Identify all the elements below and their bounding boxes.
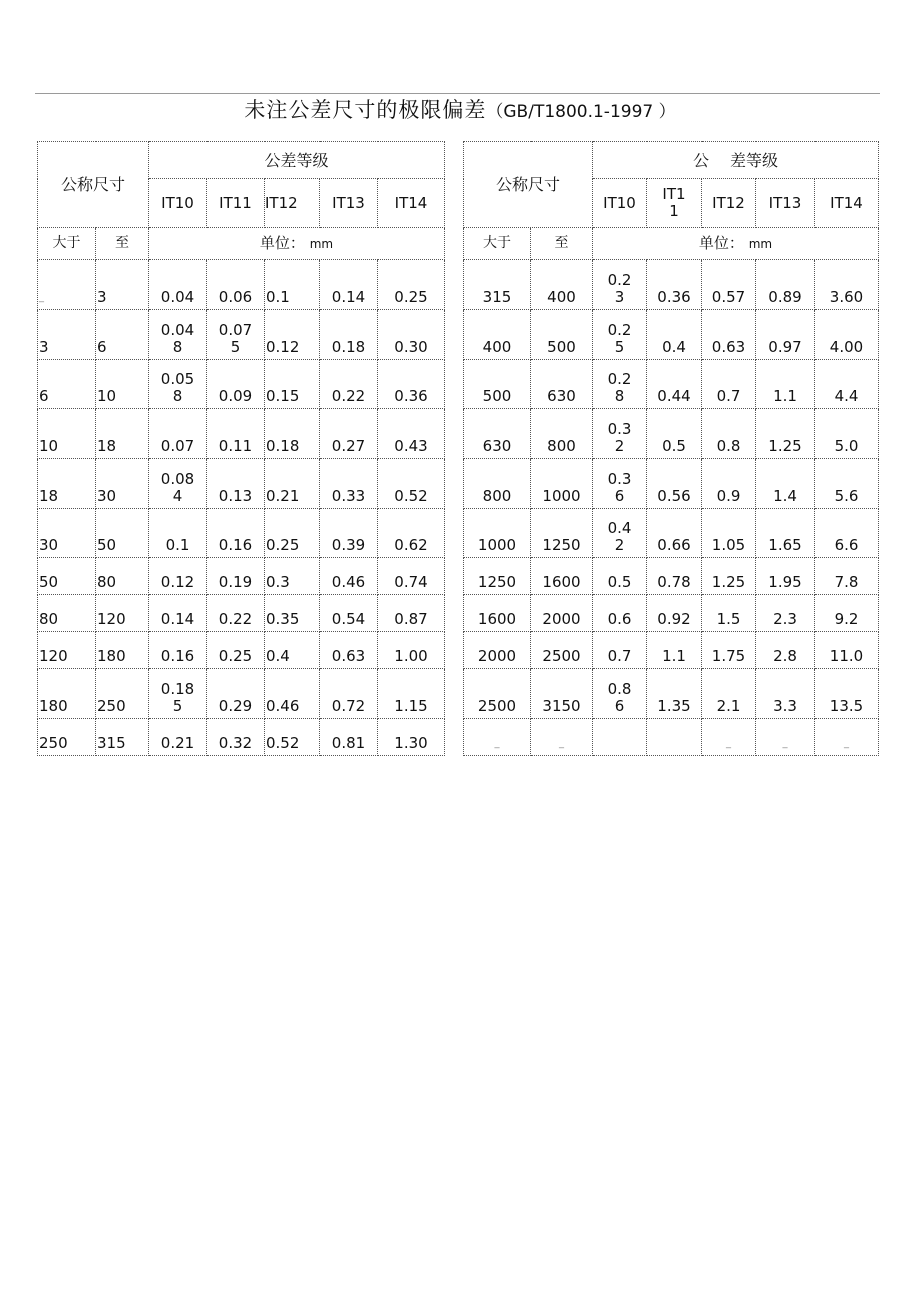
upto-cell: 630 [531,360,593,409]
upto-cell: 3 [96,260,149,310]
left-tolerance-table [37,141,445,756]
table-row [464,459,879,509]
it11-cell: 0.36 [647,260,702,310]
it11-cell: 0.4 [647,310,702,360]
it11-cell: 0.5 [647,409,702,459]
over-label: 大于 [38,228,96,260]
table-row [464,360,879,409]
it14-cell: 0.62 [378,509,445,558]
over-cell: 800 [464,459,531,509]
it14-cell: 11.0 [815,632,879,669]
it14-cell: 13.5 [815,669,879,719]
it10-cell: 0.6 [593,595,647,632]
it12-cell: 0.3 [265,558,320,595]
table-row [464,310,879,360]
unit-cell [593,228,879,260]
grade-it10-header: IT10 [593,179,647,228]
over-cell: 250 [38,719,96,756]
it14-cell: _ [815,719,879,756]
it14-cell: 4.00 [815,310,879,360]
upto-cell: 10 [96,360,149,409]
table-row [464,595,879,632]
it14-cell: 0.52 [378,459,445,509]
over-cell: 1250 [464,558,531,595]
over-cell: _ [38,260,96,310]
over-cell: 400 [464,310,531,360]
upto-cell: 80 [96,558,149,595]
upto-cell: 315 [96,719,149,756]
it13-cell: 0.54 [320,595,378,632]
it13-cell: 0.81 [320,719,378,756]
upto-cell: 800 [531,409,593,459]
upto-label: 至 [531,228,593,260]
it13-cell: 0.63 [320,632,378,669]
over-cell: 50 [38,558,96,595]
table-row [464,719,879,756]
unit-value: mm [748,236,773,251]
it11-cell: 0.07 5 [207,310,265,360]
table-row [464,669,879,719]
it11-cell: 0.32 [207,719,265,756]
it12-cell: _ [702,719,756,756]
it13-cell: 0.97 [756,310,815,360]
grade-it12-header: IT12 [702,179,756,228]
it14-cell: 1.30 [378,719,445,756]
it10-cell: 0.08 4 [149,459,207,509]
it11-cell: 0.78 [647,558,702,595]
upto-cell: 120 [96,595,149,632]
it13-cell: 2.8 [756,632,815,669]
grade-it14-header: IT14 [378,179,445,228]
it12-cell: 0.63 [702,310,756,360]
it11-cell: 0.11 [207,409,265,459]
it13-cell: 0.33 [320,459,378,509]
it14-cell: 5.0 [815,409,879,459]
over-cell: 2000 [464,632,531,669]
upto-cell: 1250 [531,509,593,558]
it12-cell: 0.8 [702,409,756,459]
it11-cell: 0.92 [647,595,702,632]
it14-cell: 1.00 [378,632,445,669]
it14-cell: 1.15 [378,669,445,719]
it12-cell: 0.12 [265,310,320,360]
table-row [38,360,445,409]
table-row [38,310,445,360]
it10-cell: 0.16 [149,632,207,669]
it13-cell: 1.25 [756,409,815,459]
it13-cell: 0.27 [320,409,378,459]
it12-cell: 0.1 [265,260,320,310]
it10-cell [593,719,647,756]
it14-cell: 4.4 [815,360,879,409]
it11-cell: 0.29 [207,669,265,719]
table-row [38,719,445,756]
it13-cell: 1.65 [756,509,815,558]
it11-cell: 0.19 [207,558,265,595]
it14-cell: 0.74 [378,558,445,595]
it10-cell: 0.2 8 [593,360,647,409]
grade-it13-header: IT13 [320,179,378,228]
it10-cell: 0.3 2 [593,409,647,459]
it10-cell: 0.7 [593,632,647,669]
table-row [38,459,445,509]
it11-cell: 1.1 [647,632,702,669]
upto-cell: 1000 [531,459,593,509]
over-cell: 315 [464,260,531,310]
table-row [38,260,445,310]
it10-cell: 0.14 [149,595,207,632]
upto-cell: 180 [96,632,149,669]
it10-cell: 0.21 [149,719,207,756]
table-row [38,558,445,595]
it14-cell: 0.36 [378,360,445,409]
unit-label: 单位： [698,233,744,252]
table-row [464,409,879,459]
upto-cell: _ [531,719,593,756]
upto-cell: 6 [96,310,149,360]
it11-cell: 0.44 [647,360,702,409]
table-row [464,558,879,595]
grade-it11-header: IT11 [207,179,265,228]
it14-cell: 6.6 [815,509,879,558]
over-cell: 1600 [464,595,531,632]
it10-cell: 0.05 8 [149,360,207,409]
upto-cell: 2500 [531,632,593,669]
table-row [464,260,879,310]
table-row [38,632,445,669]
it13-cell: 1.95 [756,558,815,595]
it12-cell: 0.46 [265,669,320,719]
upto-cell: 18 [96,409,149,459]
upto-cell: 1600 [531,558,593,595]
upto-label: 至 [96,228,149,260]
it10-cell: 0.4 2 [593,509,647,558]
unit-cell [149,228,445,260]
it13-cell: 1.4 [756,459,815,509]
it12-cell: 1.25 [702,558,756,595]
it13-cell: 0.39 [320,509,378,558]
tolerance-grade-header: 公 差等级 [593,142,879,179]
it11-cell [647,719,702,756]
it12-cell: 0.25 [265,509,320,558]
right-tolerance-table [463,141,879,756]
table-row [38,669,445,719]
it11-cell: 0.66 [647,509,702,558]
it12-cell: 0.7 [702,360,756,409]
unit-value: mm [309,236,334,251]
it11-cell: 0.25 [207,632,265,669]
upto-cell: 2000 [531,595,593,632]
upto-cell: 50 [96,509,149,558]
table-row [38,595,445,632]
it11-cell: 0.22 [207,595,265,632]
over-cell: 1000 [464,509,531,558]
over-cell: 500 [464,360,531,409]
tolerance-grade-header: 公差等级 [149,142,445,179]
it13-cell: _ [756,719,815,756]
it10-cell: 0.2 5 [593,310,647,360]
it12-cell: 0.52 [265,719,320,756]
it10-cell: 0.18 5 [149,669,207,719]
it12-cell: 1.5 [702,595,756,632]
over-cell: 180 [38,669,96,719]
it10-cell: 0.5 [593,558,647,595]
grade-it12-header: IT12 [265,179,320,228]
grade-it11-header: IT1 1 [647,179,702,228]
it10-cell: 0.2 3 [593,260,647,310]
table-row [464,632,879,669]
it13-cell: 0.72 [320,669,378,719]
it11-cell: 0.09 [207,360,265,409]
it12-cell: 0.9 [702,459,756,509]
it14-cell: 3.60 [815,260,879,310]
nominal-size-header: 公称尺寸 [38,142,149,228]
it13-cell: 0.14 [320,260,378,310]
nominal-size-header: 公称尺寸 [464,142,593,228]
it14-cell: 0.30 [378,310,445,360]
it10-cell: 0.8 6 [593,669,647,719]
over-cell: 10 [38,409,96,459]
it12-cell: 0.4 [265,632,320,669]
table-row [38,509,445,558]
it12-cell: 1.75 [702,632,756,669]
it13-cell: 1.1 [756,360,815,409]
over-cell: 120 [38,632,96,669]
title-main: 未注公差尺寸的极限偏差 [244,98,487,122]
upto-cell: 30 [96,459,149,509]
it11-cell: 0.06 [207,260,265,310]
grade-it14-header: IT14 [815,179,879,228]
it11-cell: 0.13 [207,459,265,509]
it13-cell: 0.89 [756,260,815,310]
page-title [0,94,920,128]
upto-cell: 3150 [531,669,593,719]
it14-cell: 0.25 [378,260,445,310]
it11-cell: 1.35 [647,669,702,719]
it10-cell: 0.3 6 [593,459,647,509]
over-cell: 630 [464,409,531,459]
it14-cell: 0.43 [378,409,445,459]
over-cell: 80 [38,595,96,632]
it12-cell: 0.35 [265,595,320,632]
grade-it13-header: IT13 [756,179,815,228]
unit-label: 单位： [259,233,305,252]
it10-cell: 0.04 [149,260,207,310]
it12-cell: 0.21 [265,459,320,509]
it12-cell: 0.18 [265,409,320,459]
it10-cell: 0.1 [149,509,207,558]
over-cell: 18 [38,459,96,509]
it11-cell: 0.16 [207,509,265,558]
it13-cell: 2.3 [756,595,815,632]
it13-cell: 3.3 [756,669,815,719]
title-standard: （GB/T1800.1-1997 ） [486,102,676,122]
it14-cell: 5.6 [815,459,879,509]
it12-cell: 2.1 [702,669,756,719]
over-cell: _ [464,719,531,756]
it14-cell: 0.87 [378,595,445,632]
over-cell: 30 [38,509,96,558]
it11-cell: 0.56 [647,459,702,509]
it13-cell: 0.46 [320,558,378,595]
upto-cell: 250 [96,669,149,719]
it12-cell: 0.57 [702,260,756,310]
over-label: 大于 [464,228,531,260]
over-cell: 6 [38,360,96,409]
grade-it10-header: IT10 [149,179,207,228]
upto-cell: 500 [531,310,593,360]
over-cell: 2500 [464,669,531,719]
it10-cell: 0.12 [149,558,207,595]
it12-cell: 0.15 [265,360,320,409]
it14-cell: 9.2 [815,595,879,632]
table-row [464,509,879,558]
it12-cell: 1.05 [702,509,756,558]
it10-cell: 0.07 [149,409,207,459]
it14-cell: 7.8 [815,558,879,595]
it13-cell: 0.22 [320,360,378,409]
over-cell: 3 [38,310,96,360]
it13-cell: 0.18 [320,310,378,360]
it10-cell: 0.04 8 [149,310,207,360]
upto-cell: 400 [531,260,593,310]
table-row [38,409,445,459]
